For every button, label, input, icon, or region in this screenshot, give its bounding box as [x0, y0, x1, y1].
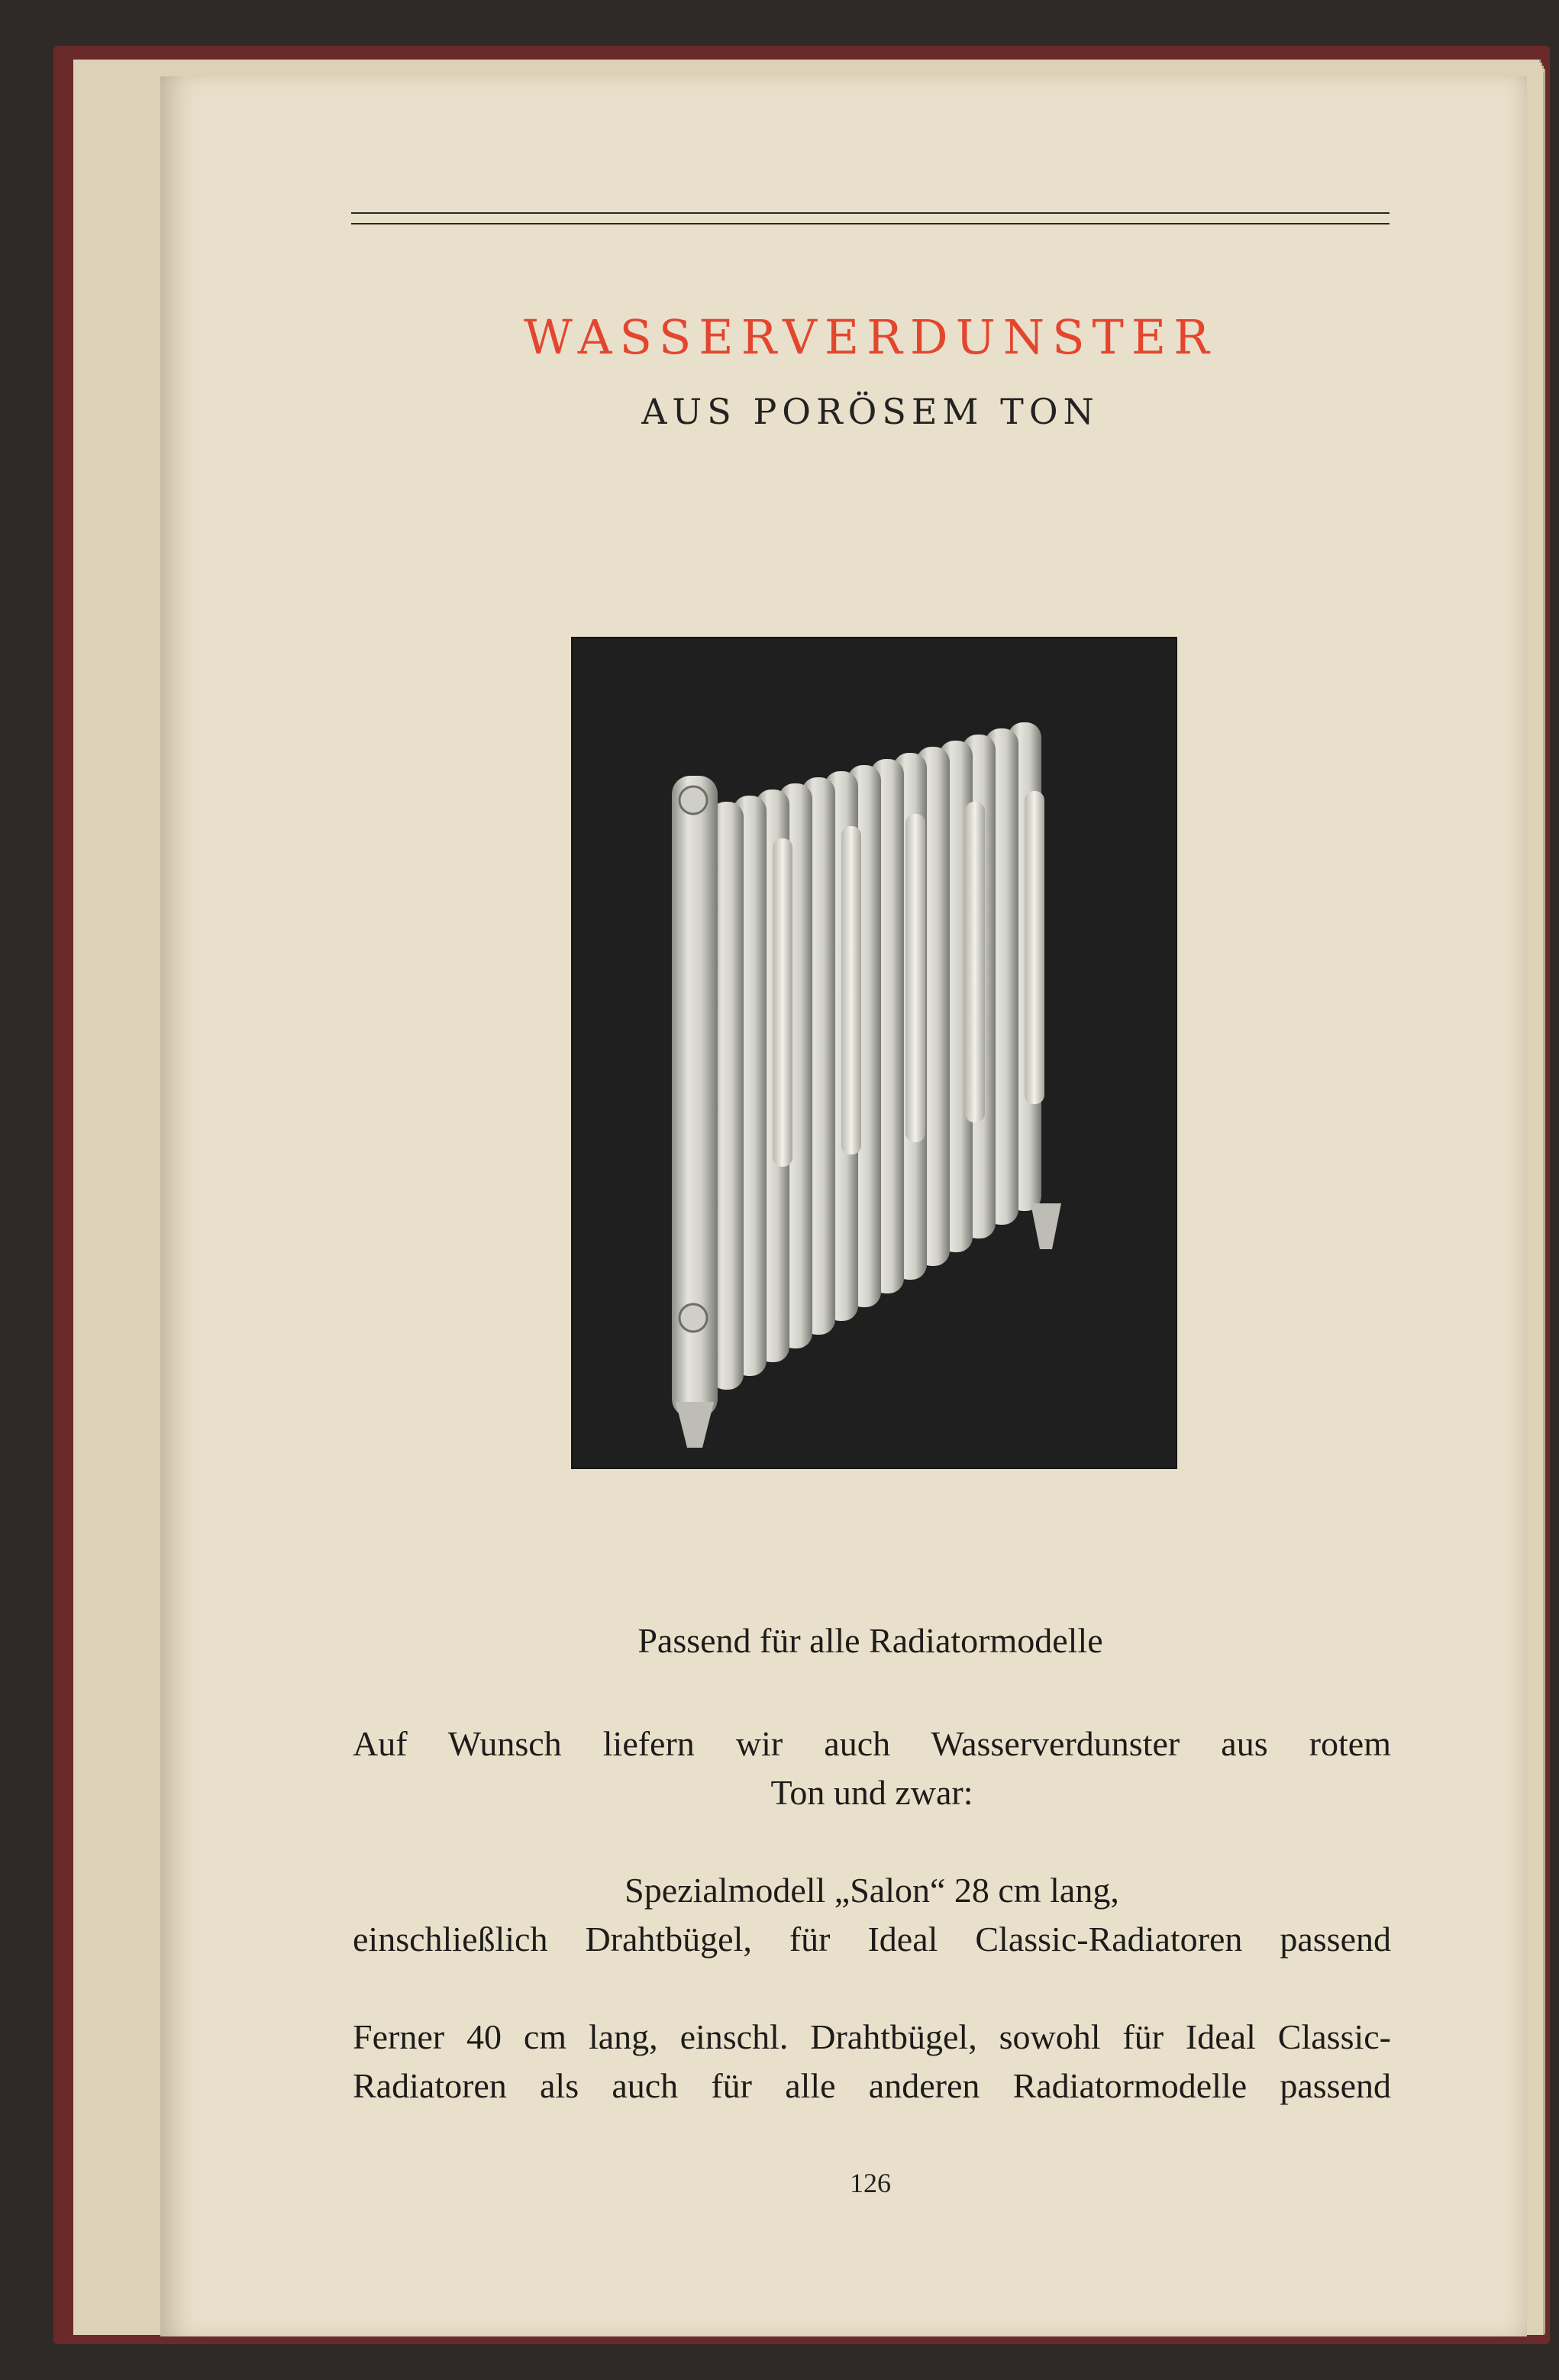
radiator-photo [571, 637, 1177, 1469]
paragraph-1 [353, 1720, 1391, 1817]
paragraph-2-line-2: einschließlich Drahtbügel, für Ideal Classic-Radiatoren passend [353, 1920, 1391, 1959]
paragraph-3 [353, 2013, 1391, 2110]
paragraph-1-line-1: Auf Wunsch liefern wir auch Wasserverdunster aus rotem [353, 1724, 1391, 1763]
paragraph-1-line-2: Ton und zwar: [770, 1773, 973, 1812]
paragraph-2-line-1: Spezialmodell „Salon“ 28 cm lang, [625, 1871, 1119, 1910]
page-subtitle: AUS PORÖSEM TON [641, 391, 1099, 432]
radiator-illustration [573, 638, 1176, 1468]
paragraph-3-line-1: Ferner 40 cm lang, einschl. Drahtbügel, sowohl für Ideal Classic- [353, 2017, 1391, 2056]
page-number: 126 [850, 2168, 891, 2198]
paragraph-3-line-2: Radiatoren als auch für alle anderen Radiatormodelle passend [353, 2066, 1391, 2105]
top-rule-second [351, 223, 1390, 224]
paragraph-2 [353, 1866, 1391, 1964]
top-rule [351, 212, 1390, 214]
photo-caption: Passend für alle Radiatormodelle [637, 1621, 1103, 1660]
page-title: WASSERVERDUNSTER [524, 309, 1217, 365]
